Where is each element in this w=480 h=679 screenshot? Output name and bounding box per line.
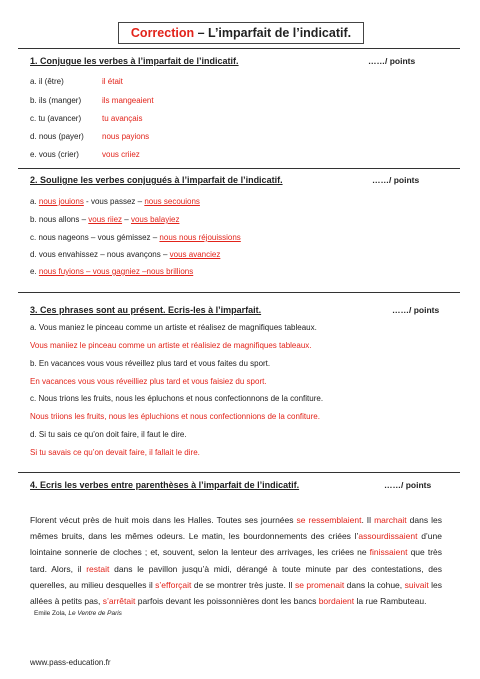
s1-answer: il était xyxy=(102,77,123,86)
s2-line-c: c. nous nageons – vous gémissez – nous nous réjouissions xyxy=(30,233,241,242)
s1-question: b. ils (manger) xyxy=(30,96,82,105)
s1-question: d. nous (payer) xyxy=(30,132,84,141)
divider xyxy=(18,292,460,293)
section4-heading: 4. Ecris les verbes entre parenthèses à l’imparfait de l’indicatif. xyxy=(30,480,300,490)
page-title xyxy=(118,22,364,44)
s3-sentence: b. En vacances vous vous réveillez plus tard et vous faites du sport. xyxy=(30,359,271,368)
source-citation: Emile Zola, Le Ventre de Paris xyxy=(34,610,122,617)
title-correction: Correction xyxy=(130,26,195,40)
s3-answer: Nous triions les fruits, nous les épluchions et nous confectionnions de la confiture. xyxy=(30,412,320,421)
s4-paragraph: Florent vécut près de huit mois dans les Halles. Toutes ses journées se ressemblaient. Il marchait dans les mêmes bruits, dans les mêmes odeurs. Le matin, les bourdonnements des criées l’assourdissaient d’une lointaine sonnerie de cloches ; et, souvent, selon la lenteur des arrivages, les criées ne finissaient que très tard. Alors, il restait dans le pavillon jusqu’à midi, dérangé à toute minute par des contestations, des querelles, au milieu desquelles il s’efforçait de se montrer très juste. Il se promenait dans la cohue, suivait les allées à petits pas, s’arrêtait parfois devant les poissonnières dont les bancs bordaient la rue Rambuteau. xyxy=(30,515,443,607)
section1-points: ……/ points xyxy=(368,56,416,66)
section2-points: ……/ points xyxy=(372,175,420,185)
s2-line-e: e. nous fuyions – vous gagniez –nous brillions xyxy=(30,267,194,276)
divider xyxy=(18,168,460,169)
s3-sentence: d. Si tu sais ce qu’on doit faire, il faut le dire. xyxy=(30,430,187,439)
s2-line-b: b. nous allons – vous riiez – vous balayiez xyxy=(30,215,180,224)
s3-sentence: c. Nous trions les fruits, nous les épluchons et nous confectionnons de la confiture. xyxy=(30,394,324,403)
section4-points: ……/ points xyxy=(384,480,432,490)
divider xyxy=(18,472,460,473)
s3-answer: Si tu savais ce qu’on devait faire, il fallait le dire. xyxy=(30,448,200,457)
s1-answer: tu avançais xyxy=(102,114,143,123)
divider xyxy=(18,48,460,49)
section1-heading: 1. Conjugue les verbes à l’imparfait de l’indicatif. xyxy=(30,56,239,66)
s3-answer: Vous maniiez le pinceau comme un artiste et réalisiez de magnifiques tableaux. xyxy=(30,341,312,350)
s1-answer: ils mangeaient xyxy=(102,96,154,105)
s3-sentence: a. Vous maniez le pinceau comme un artiste et réalisez de magnifiques tableaux. xyxy=(30,323,317,332)
section3-points: ……/ points xyxy=(392,305,440,315)
s1-question: e. vous (crier) xyxy=(30,150,79,159)
s2-line-d: d. vous envahissez – nous avançons – vous avanciez xyxy=(30,250,221,259)
footer-url[interactable]: www.pass-education.fr xyxy=(30,658,111,667)
s1-question: c. tu (avancer) xyxy=(30,114,82,123)
s2-line-a: a. nous jouions - vous passez – nous secouions xyxy=(30,197,200,206)
section2-heading: 2. Souligne les verbes conjugués à l’imparfait de l’indicatif. xyxy=(30,175,283,185)
s1-answer: vous criiez xyxy=(102,150,140,159)
title-text: – L’imparfait de l’indicatif. xyxy=(194,26,352,40)
s1-answer: nous payions xyxy=(102,132,150,141)
s3-answer: En vacances vous vous réveilliez plus tard et vous faisiez du sport. xyxy=(30,377,267,386)
section3-heading: 3. Ces phrases sont au présent. Ecris-les à l’imparfait. xyxy=(30,305,262,315)
s1-question: a. il (être) xyxy=(30,77,64,86)
